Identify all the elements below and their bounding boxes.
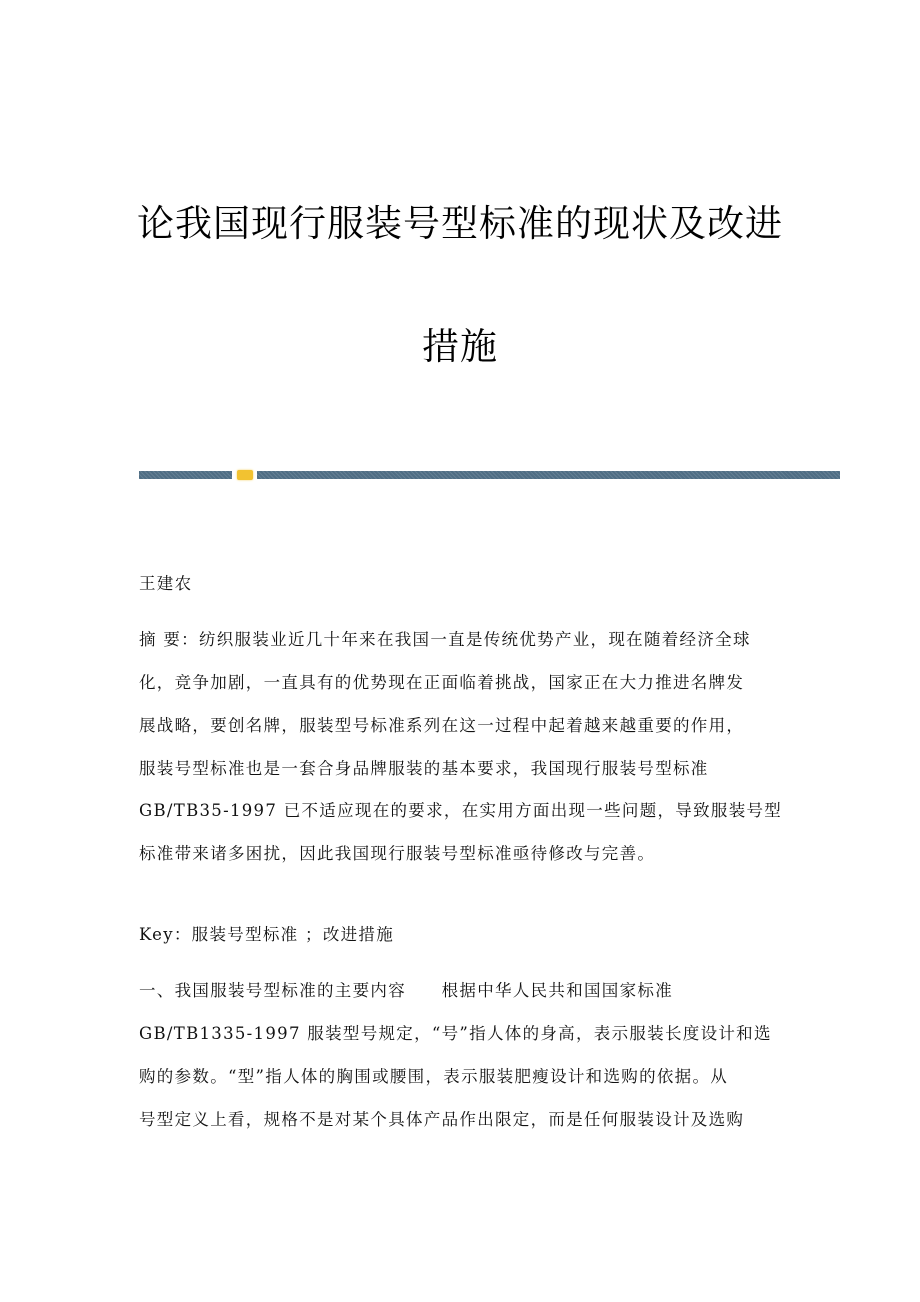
abstract-line: 摘 要：纺织服装业近几十年来在我国一直是传统优势产业，现在随着经济全球 [139,630,751,649]
divider-ornament-icon [237,470,253,480]
author-name: 王建农 [139,574,193,593]
body-line: 一、我国服装号型标准的主要内容 根据中华人民共和国国家标准 [139,981,673,1000]
body-line: 号型定义上看，规格不是对某个具体产品作出限定，而是任何服装设计及选购 [139,1110,745,1129]
body-line: 购的参数。“型”指人体的胸围或腰围，表示服装肥瘦设计和选购的依据。从 [139,1067,729,1086]
title-divider-right [257,471,840,479]
abstract-line: 标准带来诸多困扰，因此我国现行服装号型标准亟待修改与完善。 [139,844,656,863]
abstract-line: 展战略，要创名牌，服装型号标准系列在这一过程中起着越来越重要的作用， [139,716,745,735]
document-title-line-2: 措施 [422,325,498,368]
keywords-line: Key：服装号型标准 ；改进措施 [139,925,395,944]
body-line: GB/TB1335-1997 服装型号规定，“号”指人体的身高，表示服装长度设计和选 [139,1024,772,1043]
abstract-line: 化，竞争加剧，一直具有的优势现在正面临着挑战，国家正在大力推进名牌发 [139,673,745,692]
abstract-line: 服装号型标准也是一套合身品牌服装的基本要求，我国现行服装号型标准 [139,759,709,778]
title-divider-left [139,471,232,479]
document-title-line-1: 论我国现行服装号型标准的现状及改进 [137,202,783,245]
abstract-line: GB/TB35-1997 已不适应现在的要求，在实用方面出现一些问题，导致服装号型 [139,801,783,820]
